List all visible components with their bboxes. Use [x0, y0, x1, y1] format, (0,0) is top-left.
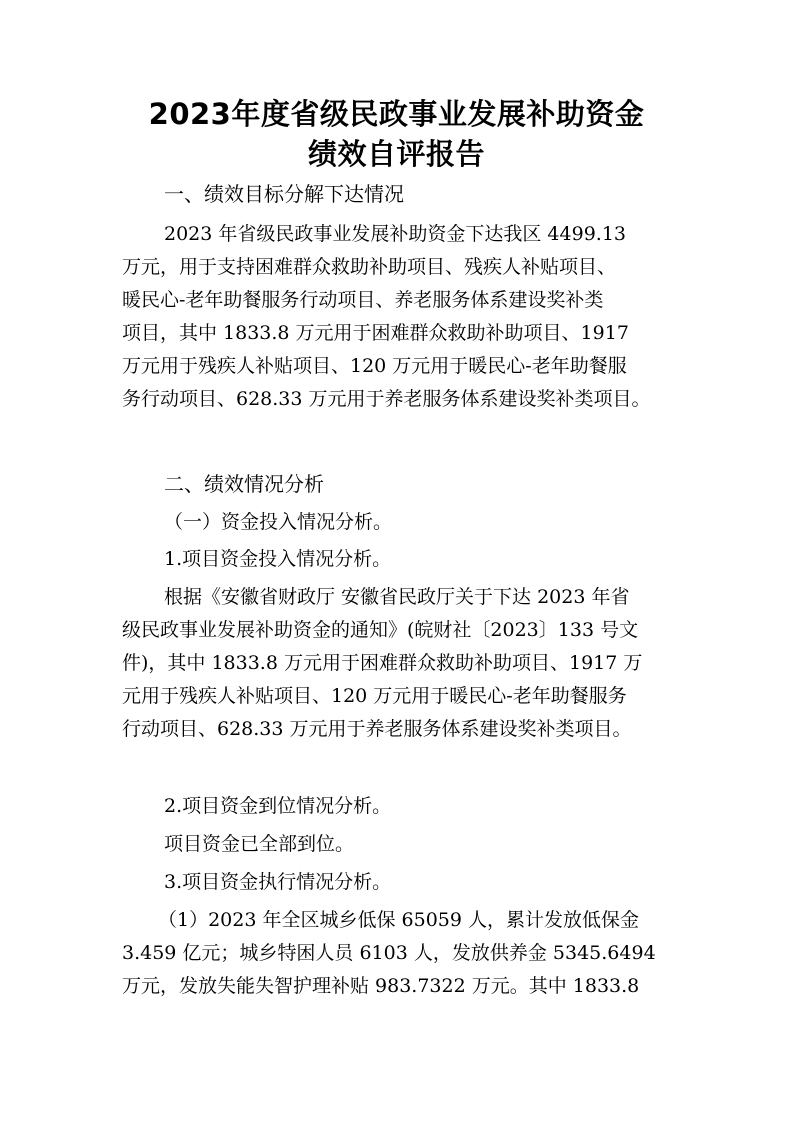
item1-paragraph: [122, 581, 690, 746]
paragraph-line: [122, 383, 690, 416]
subsection1-heading-block: [122, 506, 690, 539]
paragraph-line: [122, 317, 690, 350]
subsection1-heading: （一）资金投入情况分析。: [164, 511, 393, 533]
paragraph-line: [122, 581, 690, 614]
paragraph-line: [122, 904, 690, 937]
item3-paragraph: [122, 904, 690, 1003]
paragraph-line: [122, 713, 690, 746]
line-text: 件)，其中 1833.8 万元用于困难群众救助补助项目、1917 万: [122, 652, 643, 674]
line-text: 根据《安徽省财政厅 安徽省民政厅关于下达 2023 年省: [164, 586, 630, 608]
item3-heading: 3.项目资金执行情况分析。: [164, 871, 392, 893]
section1-paragraph: [122, 218, 690, 416]
document-title-line1: 2023年度省级民政事业发展补助资金: [148, 97, 645, 131]
paragraph-line: [122, 680, 690, 713]
line-text: 万元，用于支持困难群众救助补助项目、残疾人补贴项目、: [122, 256, 617, 278]
paragraph-line: [122, 937, 690, 970]
paragraph-line: [122, 350, 690, 383]
line-text: 项目，其中 1833.8 万元用于困难群众救助补助项目、1917: [122, 322, 629, 344]
paragraph-line: [122, 218, 690, 251]
line-text: 万元，发放失能失智护理补贴 983.7322 万元。其中 1833.8: [122, 975, 640, 997]
item2-heading: 2.项目资金到位情况分析。: [164, 795, 392, 817]
line-text: 3.459 亿元；城乡特困人员 6103 人，发放供养金 5345.6494: [122, 942, 656, 964]
paragraph-line: [122, 251, 690, 284]
paragraph-line: [122, 614, 690, 647]
line-text: 级民政事业发展补助资金的通知》(皖财社〔2023〕133 号文: [122, 619, 639, 641]
section1-heading: 一、绩效目标分解下达情况: [164, 182, 404, 206]
paragraph-line: [122, 970, 690, 1003]
line-text: 暖民心-老年助餐服务行动项目、养老服务体系建设奖补类: [122, 289, 604, 311]
line-text: 2023 年省级民政事业发展补助资金下达我区 4499.13: [164, 223, 627, 245]
item1-heading-block: [122, 543, 690, 576]
item2-text-block: [122, 828, 690, 861]
item2-heading-block: [122, 790, 690, 823]
line-text: 行动项目、628.33 万元用于养老服务体系建设奖补类项目。: [122, 718, 632, 740]
line-text: 务行动项目、628.33 万元用于养老服务体系建设奖补类项目。: [122, 388, 651, 410]
item2-text: 项目资金已全部到位。: [164, 833, 355, 855]
line-text: 元用于残疾人补贴项目、120 万元用于暖民心-老年助餐服务: [122, 685, 627, 707]
line-text: 万元用于残疾人补贴项目、120 万元用于暖民心-老年助餐服: [122, 355, 627, 377]
paragraph-line: [122, 284, 690, 317]
section2-heading: 二、绩效情况分析: [164, 472, 324, 496]
line-text: （1）2023 年全区城乡低保 65059 人，累计发放低保金: [158, 909, 640, 931]
item3-heading-block: [122, 866, 690, 899]
paragraph-line: [122, 647, 690, 680]
item1-heading: 1.项目资金投入情况分析。: [164, 548, 392, 570]
document-title-line2: 绩效自评报告: [307, 137, 485, 171]
